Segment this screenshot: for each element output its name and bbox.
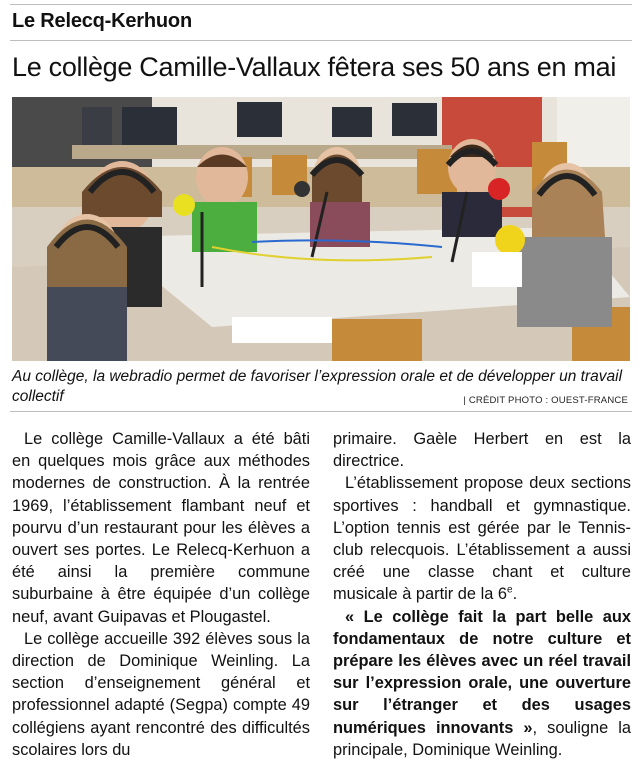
body-paragraph (333, 606, 631, 761)
body-paragraph: Le collège Camille-Vallaux a été bâti en quelques mois grâce aux méthodes modernes de construction. À la rentrée 1969, l’établissement flambant neuf et pourvu d’un restaurant pour les élèves a ouvert ses portes. Le Relecq-Kerhuon a été ainsi la première commune suburbaine à être équipée d’un collège neuf, avant Guipavas et Plougastel. (12, 430, 310, 626)
caption-rule (10, 411, 632, 412)
article-column-right (333, 428, 631, 761)
body-paragraph: Le collège accueille 392 élèves sous la direction de Dominique Weinling. La section d’enseignement général et professionnel adapté (Segpa) compte 49 collégiens ayant rencontré des difficultés scolaires lors du (12, 629, 310, 759)
article-photo (12, 97, 630, 361)
photo-credit: | CRÉDIT PHOTO : OUEST-FRANCE (463, 395, 628, 406)
body-text: , souligne la principale, Dominique Weinling. (333, 718, 631, 759)
principal-quote: « Le collège fait la part belle aux fondamentaux de notre culture et prépare les élèves avec un réel travail sur l’expression orale, une ouverture sur l’étranger et des usages numériques innovants » (333, 607, 631, 737)
article-kicker: Le Relecq-Kerhuon (12, 10, 192, 32)
body-text: . (512, 585, 518, 604)
kicker-rule (10, 40, 632, 41)
article-column-left (12, 428, 310, 761)
superscript-text: e (507, 584, 513, 596)
body-paragraph (333, 472, 631, 605)
article-headline: Le collège Camille-Vallaux fêtera ses 50 ans en mai (12, 52, 617, 82)
top-rule (10, 4, 632, 5)
body-text: L’établissement propose deux sections sportives : handball et gymnastique. L’option tennis est gérée par le Tennis-club relecquois. L’établissement a aussi créé une classe chant et culture musicale à partir de la 6 (333, 474, 631, 604)
body-paragraph: primaire. Gaèle Herbert en est la directrice. (333, 430, 631, 471)
photo-caption: Au collège, la webradio permet de favoriser l’expression orale et de développer un travail collectif (12, 368, 623, 405)
